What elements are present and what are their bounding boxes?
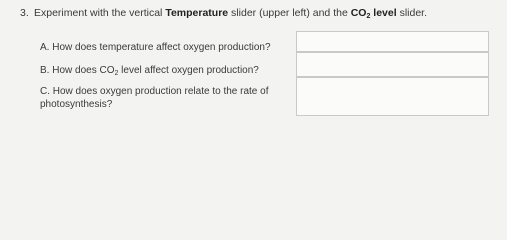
question-text-part: Experiment with the vertical <box>34 7 166 19</box>
prompt-c-line2: photosynthesis? <box>40 99 113 110</box>
prompt-c <box>40 85 268 111</box>
question-text-part: slider. <box>396 7 428 19</box>
question-number: 3. <box>20 7 29 19</box>
co2-label <box>351 7 397 19</box>
question-text-part: slider (upper left) and the <box>228 7 351 19</box>
prompt-b <box>40 64 259 80</box>
answer-box-a[interactable] <box>296 31 489 52</box>
co2-subscript: 2 <box>366 13 371 20</box>
co2-text: CO <box>350 7 367 19</box>
answer-box-c[interactable] <box>296 77 489 116</box>
prompt-a: A. How does temperature affect oxygen production? <box>40 42 271 53</box>
level-text: level <box>370 7 397 19</box>
temperature-label: Temperature <box>165 7 229 19</box>
question-text <box>34 7 427 20</box>
prompt-b-subscript: 2 <box>114 70 119 77</box>
prompt-b-text: level affect oxygen production? <box>118 65 259 76</box>
prompt-b-text: B. How does CO <box>40 65 115 76</box>
prompt-c-line1: C. How does oxygen production relate to the rate of <box>40 86 269 97</box>
answer-box-b[interactable] <box>296 52 489 77</box>
